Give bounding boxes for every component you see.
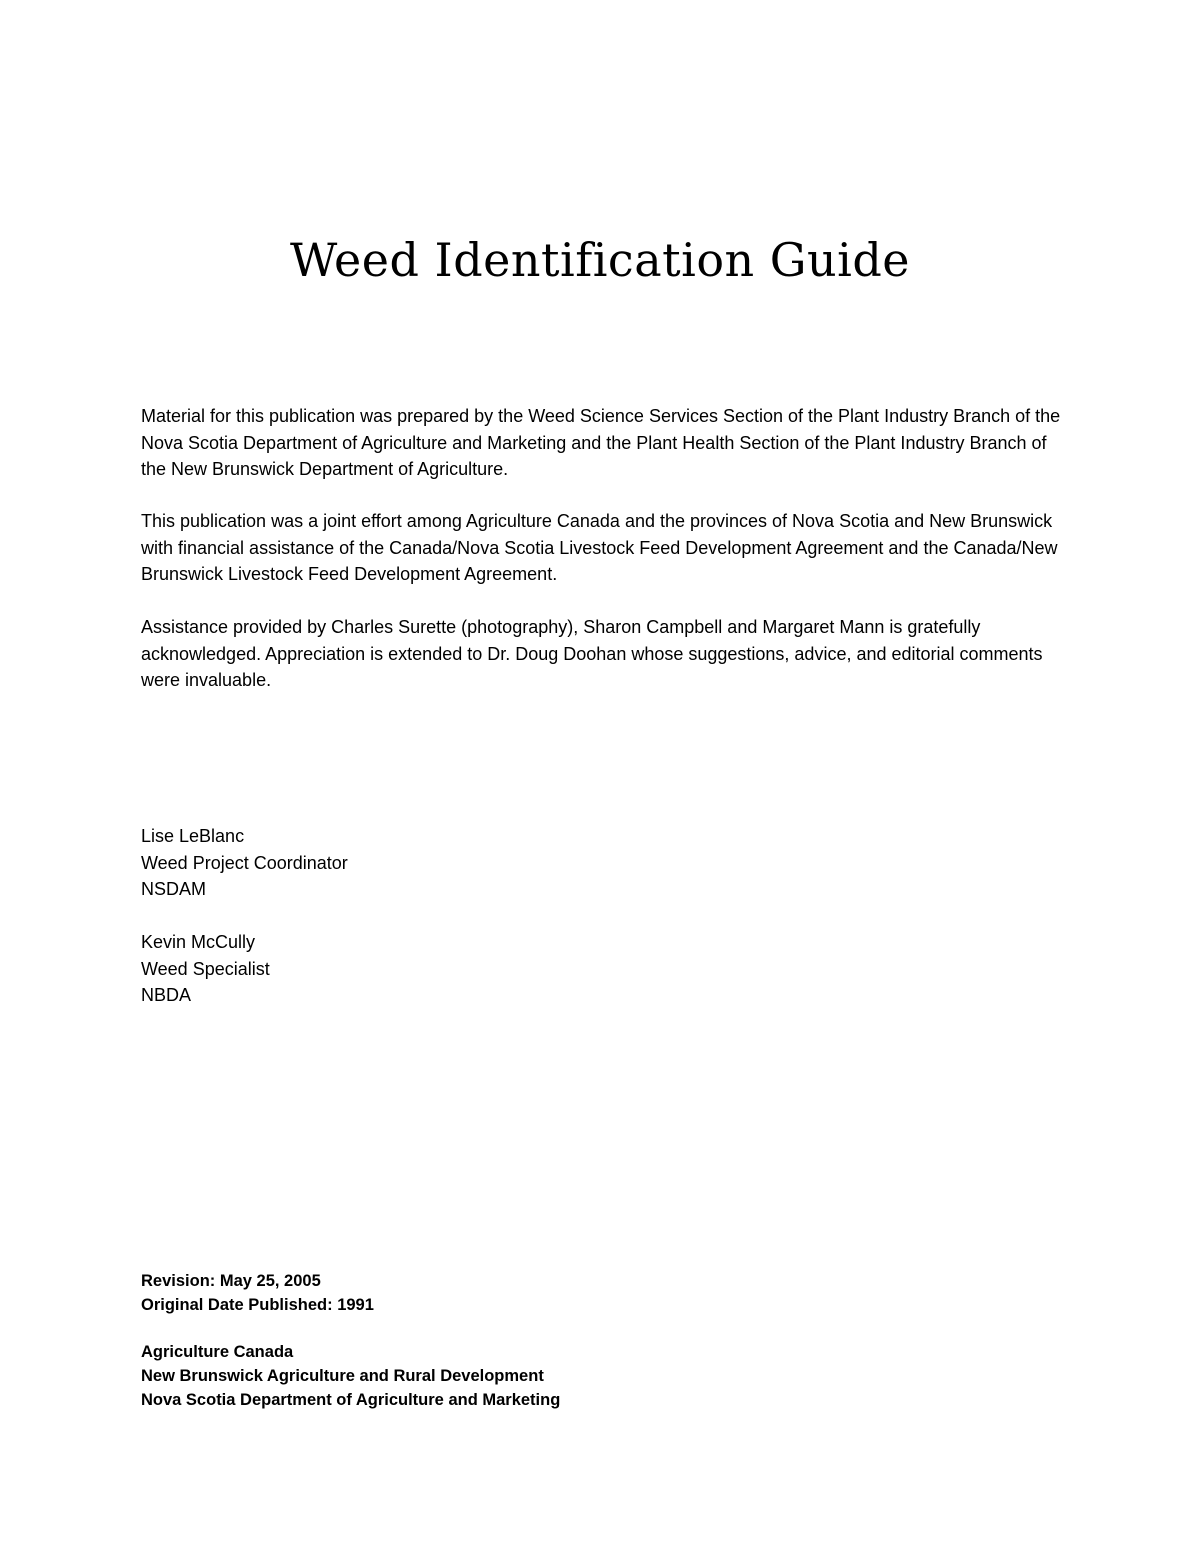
signatory-block xyxy=(141,823,348,903)
document-title: Weed Identification Guide xyxy=(289,233,911,287)
paragraph-joint-effort: This publication was a joint effort among Agriculture Canada and the provinces of Nova Scotia and New Brunswick with financial assistance of the Canada/Nova Scotia Livestock Feed Development Agreement and the Canada/New Brunswick Livestock Feed Development Agreement. xyxy=(141,511,1058,584)
signatory-role: Weed Project Coordinator xyxy=(141,852,348,873)
organizations-list xyxy=(141,1340,560,1412)
signatory-name: Lise LeBlanc xyxy=(141,826,245,846)
paragraph-acknowledgements: Assistance provided by Charles Surette (photography), Sharon Campbell and Margaret Mann is gratefully acknowledged. Appreciation is extended to Dr. Doug Doohan whose suggestions, advice, and editorial comments were invaluable. xyxy=(141,617,1043,690)
signatory-block xyxy=(141,929,270,1009)
organization-name: New Brunswick Agriculture and Rural Development xyxy=(141,1367,544,1385)
original-publish-date: Original Date Published: 1991 xyxy=(141,1296,374,1314)
organization-name: Nova Scotia Department of Agriculture and Marketing xyxy=(141,1391,561,1409)
revision-date: Revision: May 25, 2005 xyxy=(141,1272,321,1290)
signatory-org: NSDAM xyxy=(141,879,207,899)
paragraph-material-credit: Material for this publication was prepared by the Weed Science Services Section of the Plant Industry Branch of the Nova Scotia Department of Agriculture and Marketing and the Plant Health Section of the Plant Industry Branch of the New Brunswick Department of Agriculture. xyxy=(141,406,1061,479)
signatory-org: NBDA xyxy=(141,985,192,1005)
signatory-name: Kevin McCully xyxy=(141,932,256,952)
signatory-role: Weed Specialist xyxy=(141,958,270,979)
organization-name: Agriculture Canada xyxy=(141,1343,294,1361)
revision-block xyxy=(141,1269,374,1317)
